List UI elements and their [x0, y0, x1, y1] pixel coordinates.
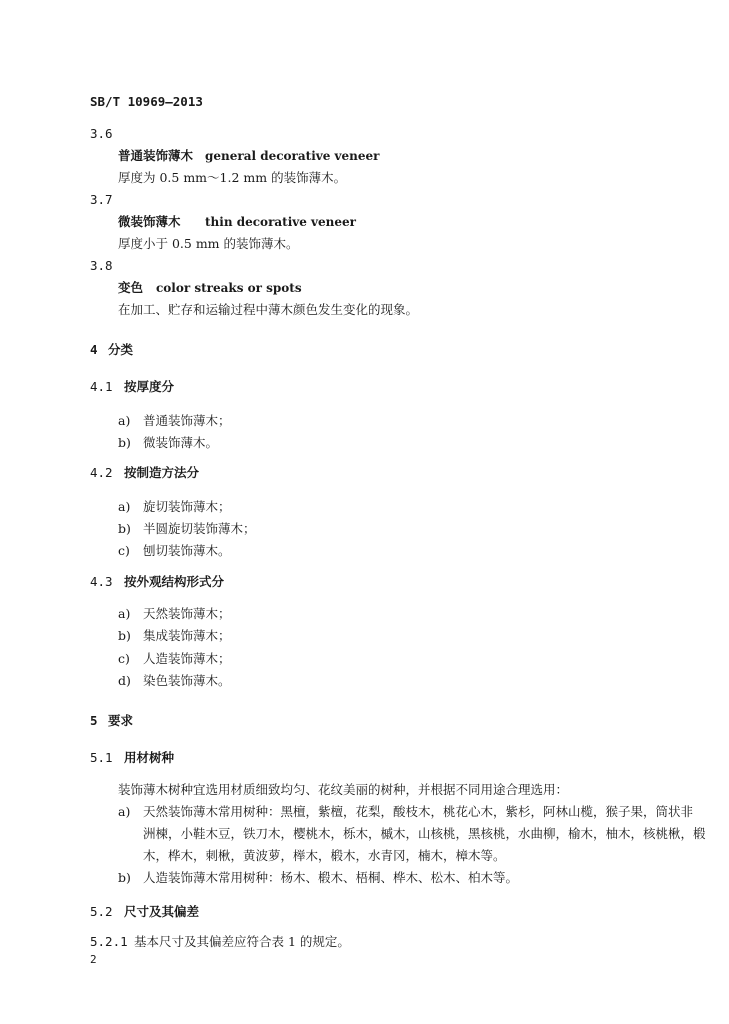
- list-marker: a): [118, 804, 131, 819]
- clause-number: 3.7: [90, 192, 113, 207]
- term-en: general decorative veneer: [205, 149, 380, 163]
- page-number: 2: [90, 953, 97, 966]
- clause-number: 3.8: [90, 258, 113, 273]
- subsection-title: 按厚度分: [124, 379, 175, 394]
- list-item: 微装饰薄木。: [143, 435, 219, 450]
- list-item: 普通装饰薄木；: [143, 413, 231, 428]
- list-marker: b): [118, 521, 131, 536]
- term-zh: 微装饰薄木: [118, 214, 181, 229]
- paragraph: 基本尺寸及其偏差应符合表 1 的规定。: [134, 934, 350, 949]
- subsection-number: 4.3: [90, 574, 113, 589]
- list-item: 染色装饰薄木。: [143, 673, 231, 688]
- term-zh: 变色: [118, 280, 144, 295]
- list-marker: a): [118, 499, 131, 514]
- paragraph: 装饰薄木树种宜选用材质细致均匀、花纹美丽的树种，并根据不同用途合理选用：: [118, 782, 569, 797]
- subsection-number: 5.2: [90, 904, 113, 919]
- subsection-title: 用材树种: [124, 750, 175, 765]
- list-marker: b): [118, 628, 131, 643]
- term-definition: 厚度为 0.5 mm～1.2 mm 的装饰薄木。: [118, 170, 347, 185]
- list-item: 刨切装饰薄木。: [143, 543, 231, 558]
- subsection-title: 按制造方法分: [124, 465, 200, 480]
- term-en: color streaks or spots: [156, 281, 302, 295]
- term-en: thin decorative veneer: [205, 215, 356, 229]
- section-title: 要求: [108, 713, 134, 728]
- section-number: 5: [90, 713, 98, 728]
- list-item-line: 洲楝，小鞋木豆，铁刀木，樱桃木，栎木，槭木，山核桃，黑核桃，水曲柳，榆木，柚木，核桃楸，椴: [143, 826, 706, 841]
- subsection-number: 5.1: [90, 750, 113, 765]
- term-zh: 普通装饰薄木: [118, 148, 194, 163]
- list-item: 集成装饰薄木；: [143, 628, 231, 643]
- list-item: 半圆旋切装饰薄木；: [143, 521, 256, 536]
- list-marker: c): [118, 543, 130, 558]
- list-item: 旋切装饰薄木；: [143, 499, 231, 514]
- list-item: 人造装饰薄木常用树种：杨木、椴木、梧桐、桦木、松木、柏木等。: [143, 870, 519, 885]
- list-item-line: 天然装饰薄木常用树种：黑檀，紫檀，花梨，酸枝木，桃花心木，紫杉，阿林山榄，猴子果，筒状非: [143, 804, 694, 819]
- list-marker: b): [118, 435, 131, 450]
- subsection-title: 尺寸及其偏差: [124, 904, 200, 919]
- list-item: 人造装饰薄木；: [143, 651, 231, 666]
- subsection-number: 4.2: [90, 465, 113, 480]
- list-marker: a): [118, 413, 131, 428]
- subsection-title: 按外观结构形式分: [124, 574, 225, 589]
- section-title: 分类: [108, 342, 134, 357]
- standard-number: SB/T 10969—2013: [90, 94, 203, 109]
- term-definition: 在加工、贮存和运输过程中薄木颜色发生变化的现象。: [118, 302, 419, 317]
- subsection-number: 4.1: [90, 379, 113, 394]
- clause-number: 3.6: [90, 126, 113, 141]
- list-marker: b): [118, 870, 131, 885]
- list-marker: a): [118, 606, 131, 621]
- section-number: 4: [90, 342, 98, 357]
- clause-number: 5.2.1: [90, 934, 128, 949]
- list-marker: c): [118, 651, 130, 666]
- list-item-line: 木，桦木，刺楸，黄波萝，榉木，椴木，水青冈，楠木，樟木等。: [143, 848, 506, 863]
- list-marker: d): [118, 673, 131, 688]
- term-definition: 厚度小于 0.5 mm 的装饰薄木。: [118, 236, 299, 251]
- list-item: 天然装饰薄木；: [143, 606, 231, 621]
